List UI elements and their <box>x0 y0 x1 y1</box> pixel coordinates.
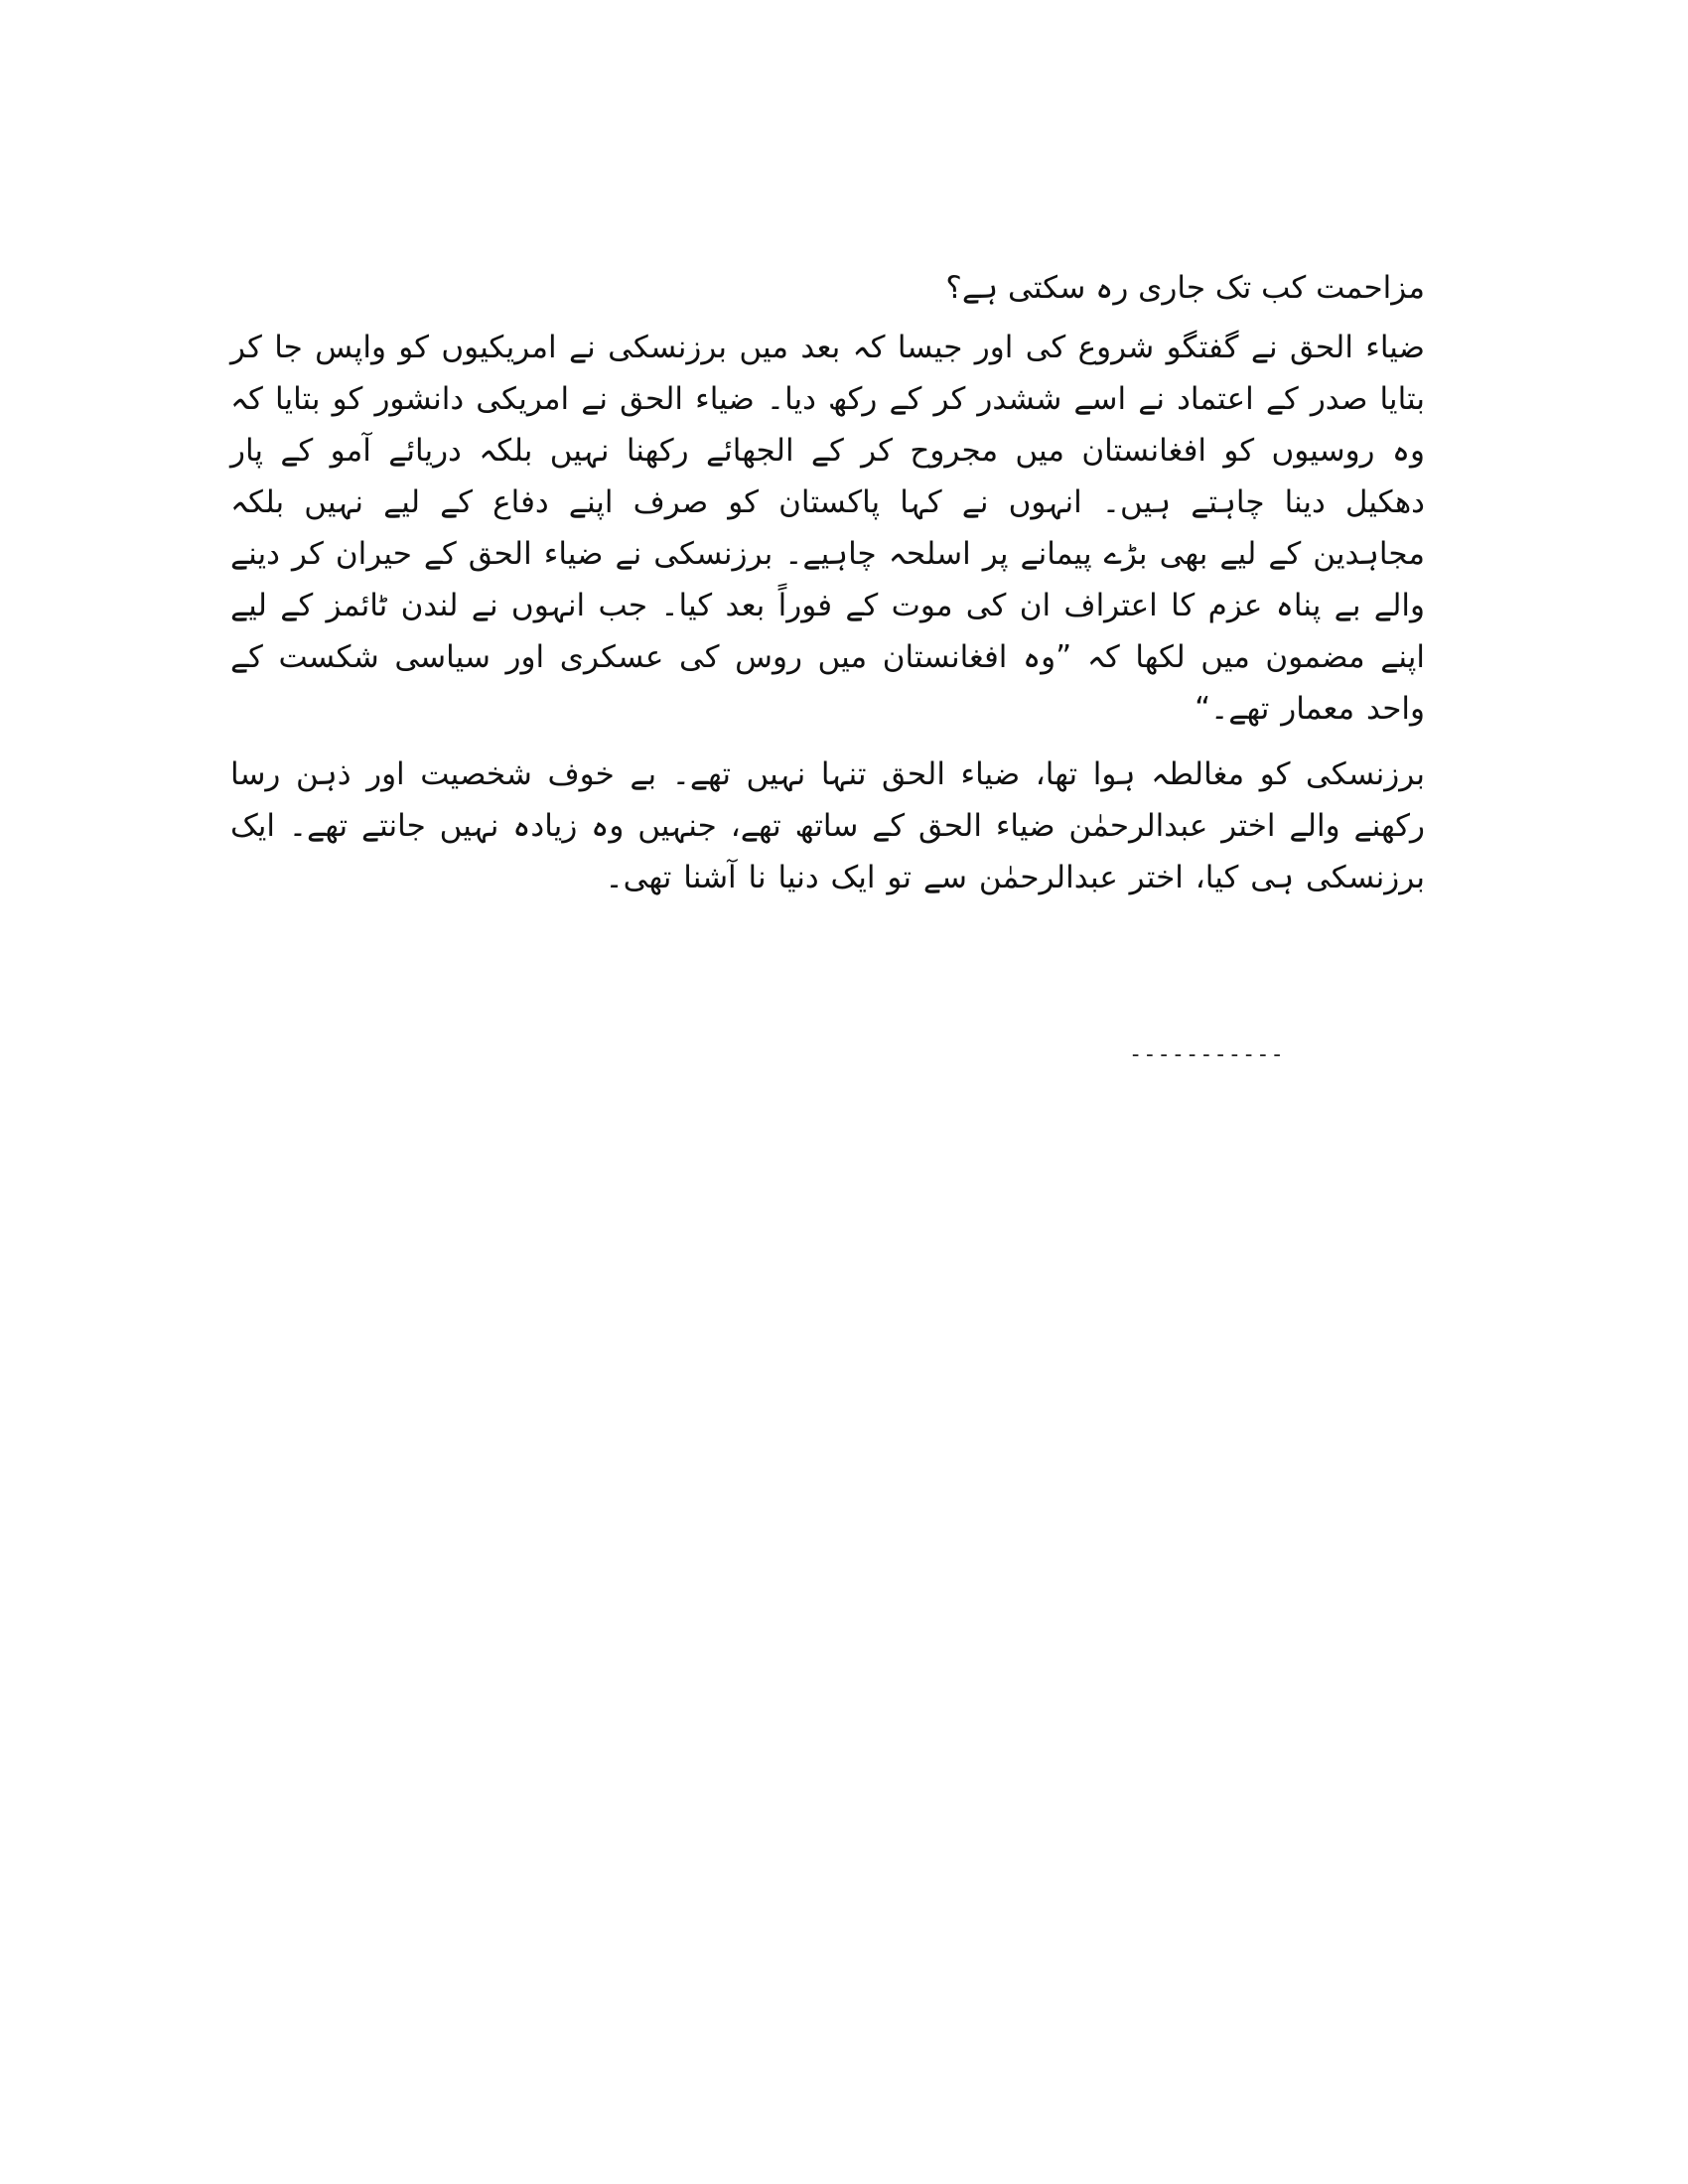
article-body <box>230 260 1425 909</box>
end-of-section-marker: ----------- <box>1129 1042 1285 1067</box>
paragraph-2: برزنسکی کو مغالطہ ہوا تھا، ضیاء الحق تنہا نہیں تھے۔ بے خوف شخصیت اور ذہن رسا رکھنے والے اختر عبدالرحمٰن ضیاء الحق کے ساتھ تھے، جنہیں وہ زیادہ نہیں جانتے تھے۔ ایک برزنسکی ہی کیا، اختر عبدالرحمٰن سے تو ایک دنیا نا آشنا تھی۔ <box>230 756 1425 895</box>
paragraph-1: ضیاء الحق نے گفتگو شروع کی اور جیسا کہ بعد میں برزنسکی نے امریکیوں کو واپس جا کر بتایا صدر کے اعتماد نے اسے ششدر کر کے رکھ دیا۔ ضیاء الحق نے امریکی دانشور کو بتایا کہ وہ روسیوں کو افغانستان میں مجروح کر کے الجھائے رکھنا نہیں بلکہ دریائے آمو کے پار دھکیل دینا چاہتے ہیں۔ انہوں نے کہا پاکستان کو صرف اپنے دفاع کے لیے نہیں بلکہ مجاہدین کے لیے بھی بڑے پیمانے پر اسلحہ چاہیے۔ برزنسکی نے ضیاء الحق کے حیران کر دینے والے بے پناہ عزم کا اعتراف ان کی موت کے فوراً بعد کیا۔ جب انہوں نے لندن ٹائمز کے لیے اپنے مضمون میں لکھا کہ ”وہ افغانستان میں روس کی عسکری اور سیاسی شکست کے واحد معمار تھے۔“ <box>230 330 1425 727</box>
section-heading: مزاحمت کب تک جاری رہ سکتی ہے؟ <box>945 270 1425 306</box>
